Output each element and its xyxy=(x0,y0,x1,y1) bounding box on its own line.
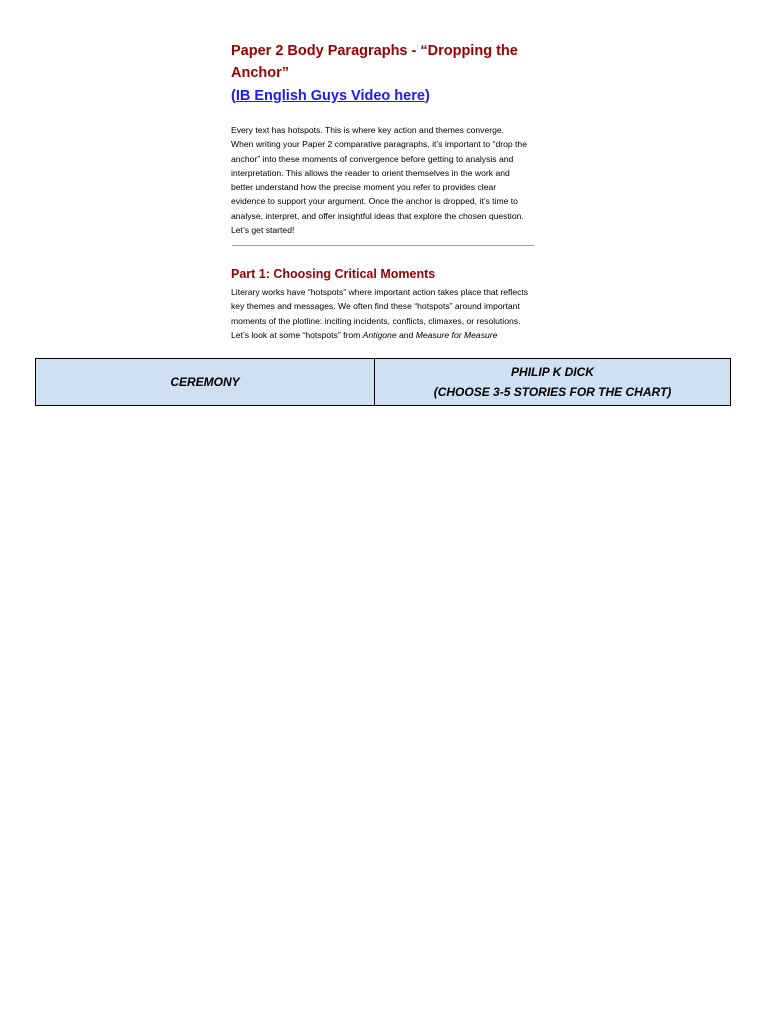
comparison-chart-table xyxy=(35,358,731,406)
video-link[interactable]: IB English Guys Video here xyxy=(235,88,425,104)
intro-line: better understand how the precise moment you refer to provides clear xyxy=(231,182,497,193)
work-title-measure-for-measure: Measure for Measure xyxy=(415,329,498,340)
part1-last-line xyxy=(231,328,534,342)
intro-line: Let’s get started! xyxy=(231,225,295,236)
part1-last-line-prefix: Let’s look at some “hotspots” from xyxy=(231,329,363,340)
intro-line: evidence to support your argument. Once the anchor is dropped, it’s time to xyxy=(231,196,518,207)
title-line-1: Paper 2 Body Paragraphs - “Dropping the xyxy=(231,43,518,59)
intro-line: anchor” into these moments of convergence before getting to analysis and xyxy=(231,153,514,164)
title-line-2: Anchor” xyxy=(231,65,289,81)
header-cell-line-1: PHILIP K DICK xyxy=(511,365,594,379)
video-link-line xyxy=(231,86,534,106)
table-header-row xyxy=(36,359,731,406)
horizontal-divider xyxy=(232,245,534,246)
part1-line: key themes and messages. We often find these “hotspots” around important xyxy=(231,301,520,312)
link-paren-close: ) xyxy=(424,88,430,104)
part1-and: and xyxy=(396,329,416,340)
work-title-antigone: Antigone xyxy=(362,329,397,340)
table-header-philip-k-dick xyxy=(375,359,731,406)
link-paren-open: ( xyxy=(231,88,236,104)
intro-paragraph xyxy=(231,123,534,237)
part1-line: moments of the plotline: inciting incidents, conflicts, climaxes, or resolutions. xyxy=(231,315,521,326)
part1-line: Literary works have “hotspots” where important action takes place that reflects xyxy=(231,287,529,297)
intro-line: When writing your Paper 2 comparative paragraphs, it’s important to “drop the xyxy=(231,139,527,150)
part1-paragraph xyxy=(231,285,534,342)
intro-line: analyse, interpret, and offer insightful ideas that explore the chosen question. xyxy=(231,210,524,221)
table-header-ceremony: CEREMONY xyxy=(36,359,375,406)
intro-line: interpretation. This allows the reader to orient themselves in the work and xyxy=(231,167,510,178)
header-cell-line-2: (CHOOSE 3-5 STORIES FOR THE CHART) xyxy=(433,385,672,399)
document-title xyxy=(231,40,534,84)
intro-line: Every text has hotspots. This is where key action and themes converge. xyxy=(231,125,505,135)
part1-heading: Part 1: Choosing Critical Moments xyxy=(231,267,436,281)
